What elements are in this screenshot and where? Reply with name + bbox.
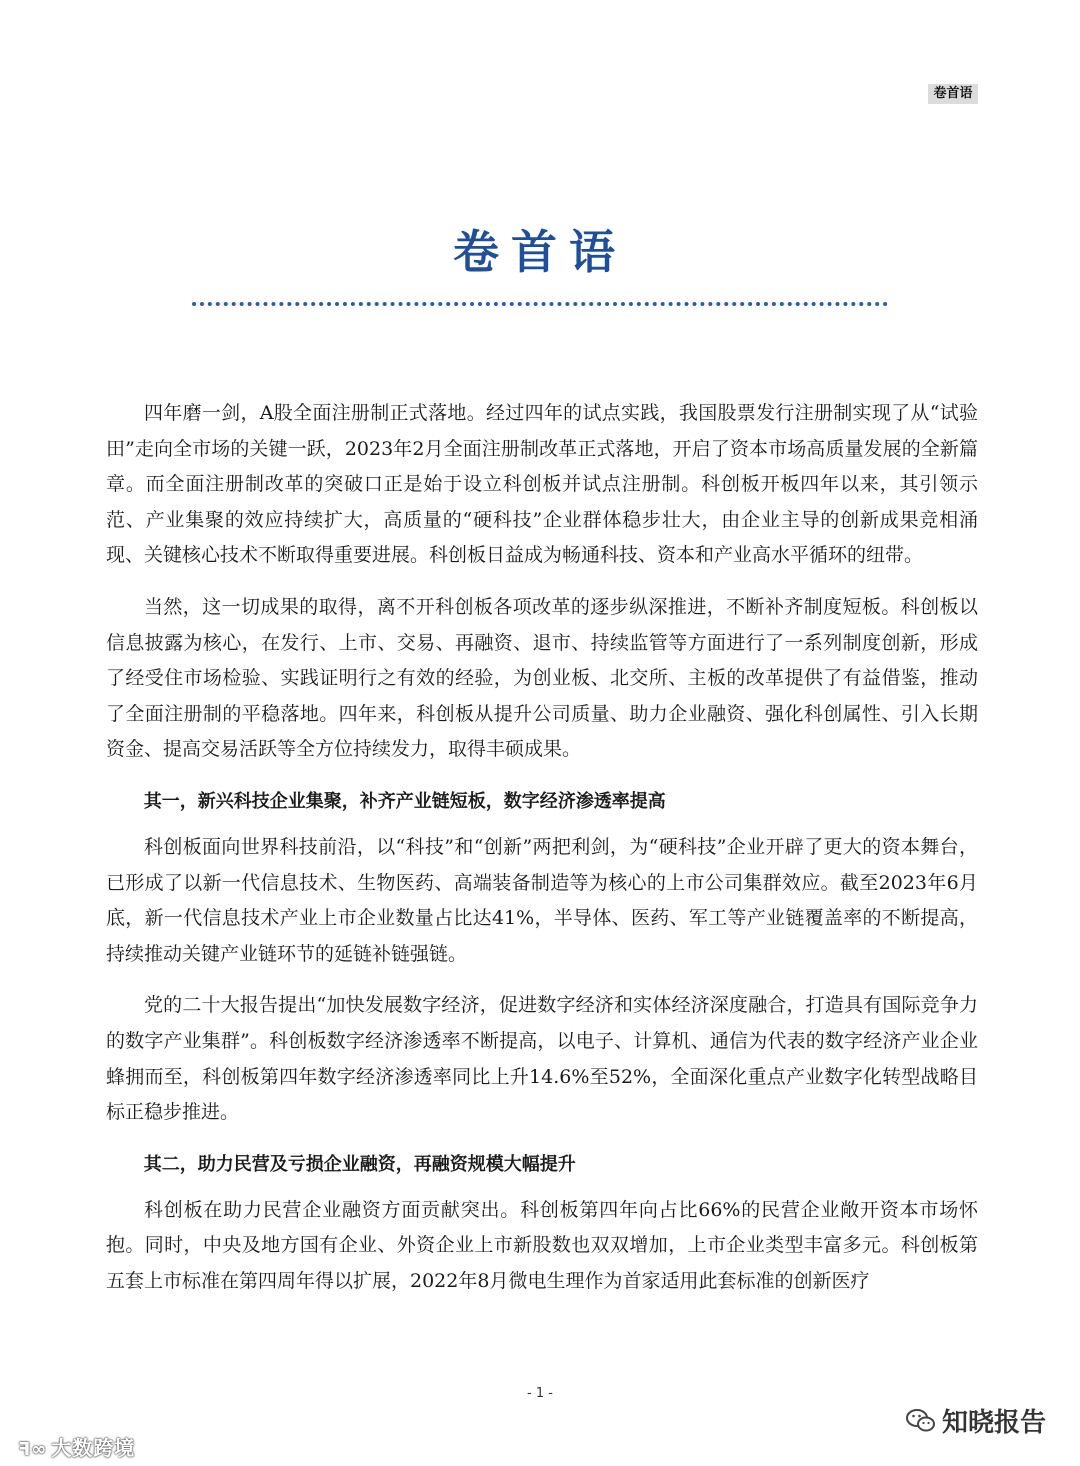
section-tag: 卷首语 xyxy=(928,84,978,104)
watermark-right-text: 知晓报告 xyxy=(941,1408,1046,1438)
title-dotted-divider xyxy=(192,302,888,306)
watermark-logo-icon: ꟻ∞ xyxy=(18,1439,48,1460)
page-title: 卷首语 xyxy=(453,225,627,279)
paragraph-4: 党的二十大报告提出“加快发展数字经济，促进数字经济和实体经济深度融合，打造具有国际竞争力的数字产业集群”。科创板数字经济渗透率不断提高，以电子、计算机、通信为代表的数字经济产业企业蜂拥而至，科创板第四年数字经济渗透率同比上升14.6%至52%，全面深化重点产业数字化转型战略目标正稳步推进。 xyxy=(106,994,978,1124)
watermark-left-text: 大数跨境 xyxy=(51,1436,136,1460)
section-heading-2: 其二，助力民营及亏损企业融资，再融资规模大幅提升 xyxy=(143,1153,576,1175)
paragraph-1: 四年磨一剑，A股全面注册制正式落地。经过四年的试点实践，我国股票发行注册制实现了从“试验田”走向全市场的关键一跃，2023年2月全面注册制改革正式落地，开启了资本市场高质量发展的全新篇章。而全面注册制改革的突破口正是始于设立科创板并试点注册制。科创板开板四年以来，其引领示范、产业集聚的效应持续扩大，高质量的“硬科技”企业群体稳步壮大，由企业主导的创新成果竞相涌现、关键核心技术不断取得重要进展。科创板日益成为畅通科技、资本和产业高水平循环的纽带。 xyxy=(106,402,978,567)
paragraph-2: 当然，这一切成果的取得，离不开科创板各项改革的逐步纵深推进，不断补齐制度短板。科创板以信息披露为核心，在发行、上市、交易、再融资、退市、持续监管等方面进行了一系列制度创新，形成了经受住市场检验、实践证明行之有效的经验，为创业板、北交所、主板的改革提供了有益借鉴，推动了全面注册制的平稳落地。四年来，科创板从提升公司质量、助力企业融资、强化科创属性、引入长期资金、提高交易活跃等全方位持续发力，取得丰硕成果。 xyxy=(106,595,978,761)
section-heading-1: 其一，新兴科技企业集聚，补齐产业链短板，数字经济渗透率提高 xyxy=(143,790,666,812)
body-text xyxy=(106,396,978,1315)
paragraph-5: 科创板在助力民营企业融资方面贡献突出。科创板第四年向占比66%的民营企业敞开资本市场怀抱。同时，中央及地方国有企业、外资企业上市新股数也双双增加，上市企业类型丰富多元。科创板第五套上市标准在第四周年得以扩展，2022年8月微电生理作为首家适用此套标准的创新医疗 xyxy=(106,1198,978,1292)
watermark-right xyxy=(906,1402,1046,1439)
paragraph-3: 科创板面向世界科技前沿，以“科技”和“创新”两把利剑，为“硬科技”企业开辟了更大的资本舞台，已形成了以新一代信息技术、生物医药、高端装备制造等为核心的上市公司集群效应。截至2023年6月底，新一代信息技术产业上市企业数量占比达41%，半导体、医药、军工等产业链覆盖率的不断提高，持续推动关键产业链环节的延链补链强链。 xyxy=(106,835,978,965)
watermark-left xyxy=(18,1432,135,1461)
wechat-icon xyxy=(906,1408,936,1434)
page-number: - 1 - xyxy=(527,1386,553,1401)
